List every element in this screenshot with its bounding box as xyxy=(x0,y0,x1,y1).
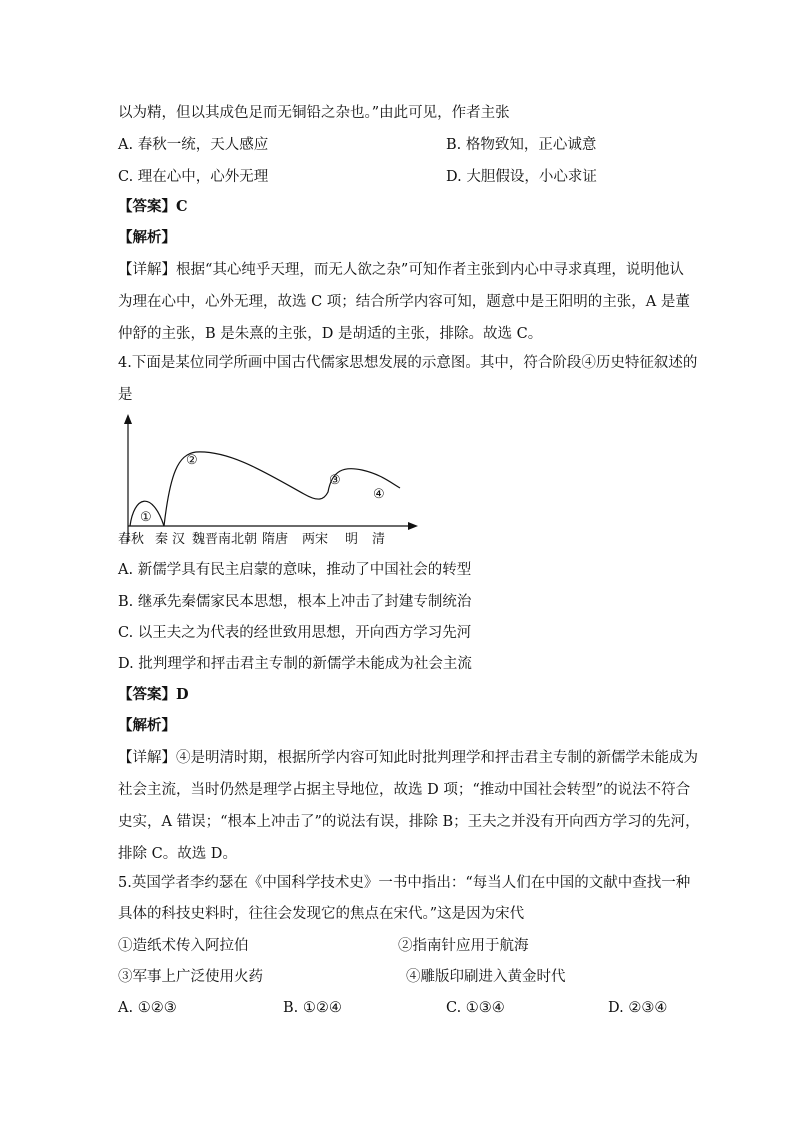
stage-marker-1: ① xyxy=(140,510,152,525)
q5-stem-line-1: 5.英国学者李约瑟在《中国科学技术史》一书中指出：“每当人们在中国的文献中查找一种 xyxy=(118,875,691,891)
q4-stem-line-1: 4.下面是某位同学所画中国古代儒家思想发展的示意图。其中，符合阶段④历史特征叙述的 xyxy=(118,355,698,371)
q3-analysis-label: 【解析】 xyxy=(118,229,176,246)
y-axis-arrow xyxy=(124,414,132,424)
q4-option-b: B. 继承先秦儒家民本思想，根本上冲击了封建专制统治 xyxy=(118,594,472,610)
q3-option-a: A. 春秋一统，天人感应 xyxy=(118,137,269,153)
x-axis-arrow xyxy=(408,522,418,530)
q5-option-c: C. ①③④ xyxy=(446,1000,505,1016)
x-tick-label: 隋唐 xyxy=(262,532,289,547)
q4-option-d: D. 批判理学和抨击君主专制的新儒学未能成为社会主流 xyxy=(118,656,472,672)
q3-detail-line-1: 【详解】根据“其心纯乎天理，而无人欲之杂”可知作者主张到内心中寻求真理，说明他认 xyxy=(118,262,684,278)
q5-option-b: B. ①②④ xyxy=(283,1000,342,1016)
q5-option-d: D. ②③④ xyxy=(608,1000,668,1016)
q3-detail-line-2: 为理在心中，心外无理，故选 C 项；结合所学内容可知，题意中是王阳明的主张，A 是董 xyxy=(118,294,690,310)
q4-answer: 【答案】D xyxy=(118,686,189,703)
q4-stem-line-2: 是 xyxy=(118,387,133,403)
q3-answer: 【答案】C xyxy=(118,198,188,215)
q4-detail-line-1: 【详解】④是明清时期，根据所学内容可知此时批判理学和抨击君主专制的新儒学未能成为 xyxy=(118,750,698,766)
q4-option-a: A. 新儒学具有民主启蒙的意味，推动了中国社会的转型 xyxy=(118,562,472,578)
q5-item-3: ③军事上广泛使用火药 xyxy=(118,969,263,985)
curve-stage-2-4 xyxy=(164,452,400,526)
x-tick-label: 清 xyxy=(372,532,386,547)
stage-marker-2: ② xyxy=(186,453,198,468)
q5-option-a: A. ①②③ xyxy=(118,1000,177,1016)
q3-option-b: B. 格物致知，正心诚意 xyxy=(446,137,597,153)
q4-detail-line-2: 社会主流，当时仍然是理学占据主导地位，故选 D 项；“推动中国社会转型”的说法不符合 xyxy=(118,782,691,798)
x-tick-label: 两宋 xyxy=(302,532,329,547)
q3-option-d: D. 大胆假设，小心求证 xyxy=(446,169,597,185)
q4-analysis-label: 【解析】 xyxy=(118,717,176,734)
q3-option-c: C. 理在心中，心外无理 xyxy=(118,169,269,185)
x-tick-label: 明 xyxy=(345,532,359,547)
q3-stem-tail: 以为精，但以其成色足而无铜铅之杂也。”由此可见，作者主张 xyxy=(118,105,510,121)
q4-option-c: C. 以王夫之为代表的经世致用思想，开向西方学习先河 xyxy=(118,625,472,641)
x-tick-label: 春秋 xyxy=(118,532,145,547)
q5-item-1: ①造纸术传入阿拉伯 xyxy=(118,938,249,954)
x-tick-label: 秦 xyxy=(155,532,169,547)
q5-item-2: ②指南针应用于航海 xyxy=(398,938,529,954)
confucianism-development-chart xyxy=(118,414,418,550)
stage-marker-3: ③ xyxy=(329,473,341,488)
q3-detail-line-3: 仲舒的主张，B 是朱熹的主张，D 是胡适的主张，排除。故选 C。 xyxy=(118,326,543,342)
q5-stem-line-2: 具体的科技史料时，往往会发现它的焦点在宋代。”这是因为宋代 xyxy=(118,906,525,922)
q5-item-4: ④雕版印刷进入黄金时代 xyxy=(406,969,566,985)
x-tick-label: 汉 xyxy=(172,532,186,547)
q4-detail-line-3: 史实，A 错误；“根本上冲击了”的说法有误，排除 B；王夫之并没有开向西方学习的先河， xyxy=(118,814,700,830)
stage-marker-4: ④ xyxy=(373,487,385,502)
x-tick-label: 魏晋南北朝 xyxy=(192,532,258,547)
q4-detail-line-4: 排除 C。故选 D。 xyxy=(118,846,237,862)
